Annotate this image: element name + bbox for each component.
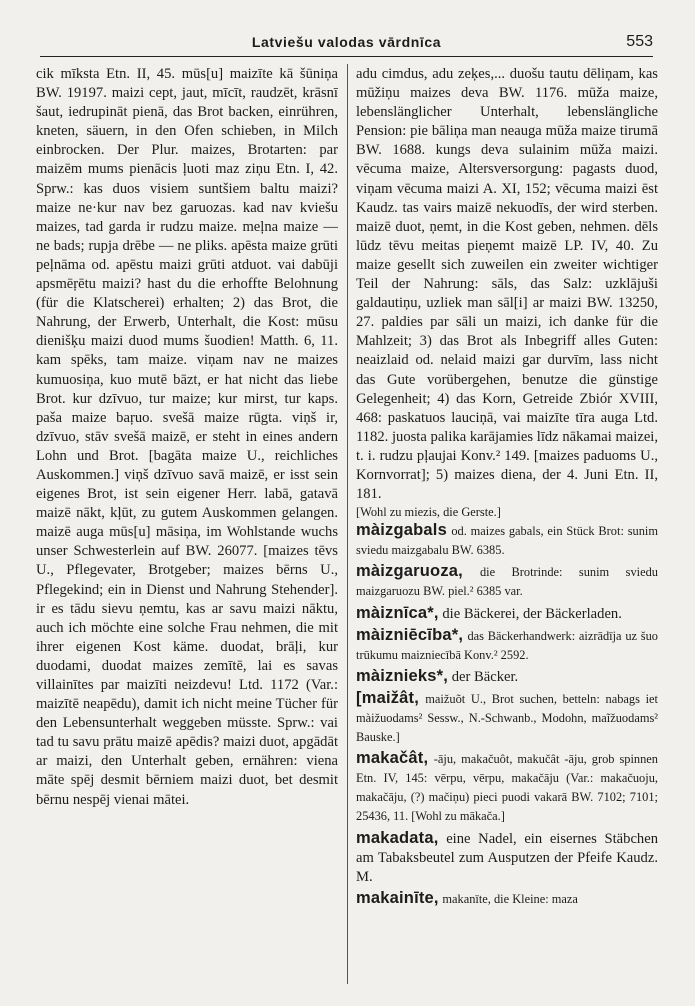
definition: maižuõt U., Brot suchen, betteln: nabags iet màižuodams² Sessw., N.-Schwanb., Modohn, maĩžuodams² Bauske.]	[356, 691, 658, 745]
definition: -āju, makačuôt, makučât -āju, grob spinnen Etn. IV, 145: vērpu, vērpu, makačāju (Var.: makačuoju, makačāju, (?) mačiņu) pieci puodi vakarā BW. 7102; 7101; 25436, 11. [Wohl zu mākača.]	[356, 752, 658, 824]
entry-maize-continued: cik mīksta Etn. II, 45. mūs[u] maizīte kā šūniņa BW. 19197. maizi cept, jaut, mīcīt, raudzēt, krāsnī šaut, iedrupināt pienā, das Brot backen, einrühren, kneten, säuern, in den Ofen schieben, in Milch einbrocken. Der Plur. maizes, Brotarten: par maizēm mums pienācis ļuoti maz ziņu Etn. I, 42. Sprw.: kas duos visiem suntšiem baltu maizi? maize ne·kur nav bez garuozas. kad nav kviešu maizes, tad garda ir rudzu maize. meļna maize — ne bads; rupja drēbe — ne pliks. apēsta maize grūti peļnāma od. apēstu maizi grūti atduot. vai dabūji apsmēŗētu maizi? hast du die erhoffte Belohnung (für die Klatscherei) erhalten; 2) das Brot, die Nahrung, der Erwerb, Unterhalt, die Kost: mūsu dienišķu maizi duod mums šuodien! Matth. 6, 11. kam spēks, tam maize. viņam nav ne maizes kumuosiņa, kuo mutē bāzt, er hat nicht das liebe Brot. kur dzīvuo, tur maize; kur mirst, tur kaps. paša maize baŗuo. svešā maize rūgta. viņš ir, dzīvuo, stāv svešā maizē, er steht in eines andern Lohn und Brot. [bagāta maize U., reichliches Auskommen.] viņš dzīvuo savā maizē, er isst sein eigenes Brot, ist sein eigener Herr. labā, gatavā maizē nākt, kļūt, zu gutem Auskommen gelangen. maizē auga mūs[u] māsiņa, im Wohlstande wuchs unser Schwesterlein auf BW. 26077. [maizes tēvs U., Pflegevater, Brotgeber; maizes bērns U., Pflegekind; ein in Dienst und Nahrung Stehender]. ir es tādu sievu ņemtu, kas ar savu maizi nāktu, auch ich möchte eine solche Frau nehmen, die mit ihrer eigenen Kost käme. duodat, brāļi, kur duodami, duodat maizes zemītē, lai es savas villainītes par maizīti neizdevu! Ltd. 1172 (Var.: maizītē neapēdu), damit ich nicht meine Tücher für den Lebensunterhalt weggeben müsste. Sprw.: vai tad tu savu prātu maizē apēdis? maizi duot, apgādāt ar maizi, den Unterhalt geben, ernähren: viena māte spēj desmit bērniem maizi duot, bet desmit bērnu nespēj vienai mātei.	[36, 66, 338, 808]
column-divider	[347, 64, 348, 984]
definition: od. maizes gabals, ein Stück Brot: sunim sviedu maizgabalu BW. 6385.	[356, 524, 658, 558]
definition: der Bäcker.	[451, 668, 519, 685]
definition: die Bäckerei, der Bäckerladen.	[442, 605, 622, 622]
entry-makacat	[356, 749, 658, 826]
page-header	[40, 30, 653, 57]
entry-maizniecība	[356, 626, 658, 665]
left-column	[36, 65, 338, 995]
headword: makačât,	[356, 749, 429, 768]
entry-maiznica	[356, 604, 658, 624]
entry-makainite	[356, 889, 658, 909]
entry-makadata	[356, 829, 658, 887]
headword: [maižât,	[356, 688, 420, 707]
headword: màizgabals	[356, 521, 447, 540]
entry-maize-continued-right: adu cimdus, adu zeķes,... duošu tautu dēliņam, kas mūžiņu maizes deva BW. 1176. mūža maize, lebenslänglicher Unterhalt, lebenslängliche Pension: pie bāliņa man neauga mūža maize tirumā BW. 1688. kungs deva sulainim mūža maizi. vēcuma maize, Altersversorgung: pagasts duod, viņam vēcuma maizi A. XI, 152; vēcuma maizi ēst Kaudz. tas vairs maizē nekuodīs, der wird sterben. maizē duot, ņemt, in die Kost geben, nehmen. dēls lūdz tēvu meitas pieņemt maizē LP. IV, 40. Zu maize gesellt sich zuweilen ein zweiter wichtiger Teil der Nahrung: sāls, das Salz: uzklājuši galdautiņu, uzliek man sāl[i] ar maizi BW. 13250, 27. paldies par sāli un maizi, ich danke für die Mahlzeit; 3) das Brot als Inbegriff alles Guten: neaizlaid od. nelaid maizi gar durvīm, lass nicht das Gute vorübergehen, benutze die günstige Gelegenheit; 4) das Korn, Getreide Zbiór XVIII, 468: paskatuos lauciņā, vai maizīte tīra auga Ltd. 1182. juosta palika karājamies līdz nākamai maizei, t. i. rudzu pļaujai Konv.² 149. [maizes paduoms U., Kornvorrat]; 5) maizes diena, der 4. Juni Etn. II, 181.	[356, 66, 658, 503]
headword: màizgaruoza,	[356, 562, 463, 581]
headword: makadata,	[356, 828, 439, 847]
headword: màizniēcība*,	[356, 625, 464, 644]
entry-maizgaruoza	[356, 562, 658, 601]
headword: màiznieks*,	[356, 666, 449, 685]
entry-maizgabals	[356, 521, 658, 560]
page-number: 553	[626, 33, 653, 50]
running-title: Latviešu valodas vārdnīca	[251, 34, 442, 50]
definition: das Bäckerhandwerk: aizrādīja uz šuo trūkumu maizniecībā Konv.² 2592.	[356, 628, 658, 662]
definition: eine Nadel, ein eisernes Stäbchen am Tabaksbeutel zum Ausputzen der Pfeife Kaudz. M.	[356, 830, 658, 885]
definition: makanīte, die Kleine: maza	[442, 891, 578, 906]
right-column	[356, 65, 658, 995]
headword: màiznīca*,	[356, 603, 439, 622]
entry-maizat	[356, 689, 658, 747]
definition: die Brotrinde: sunim sviedu maizgaruozu BW. piel.² 6385 var.	[356, 565, 658, 599]
etymology-note: [Wohl zu miezis, die Gerste.]	[356, 505, 501, 520]
entry-maiznieks	[356, 667, 658, 687]
headword: makainīte,	[356, 888, 439, 907]
